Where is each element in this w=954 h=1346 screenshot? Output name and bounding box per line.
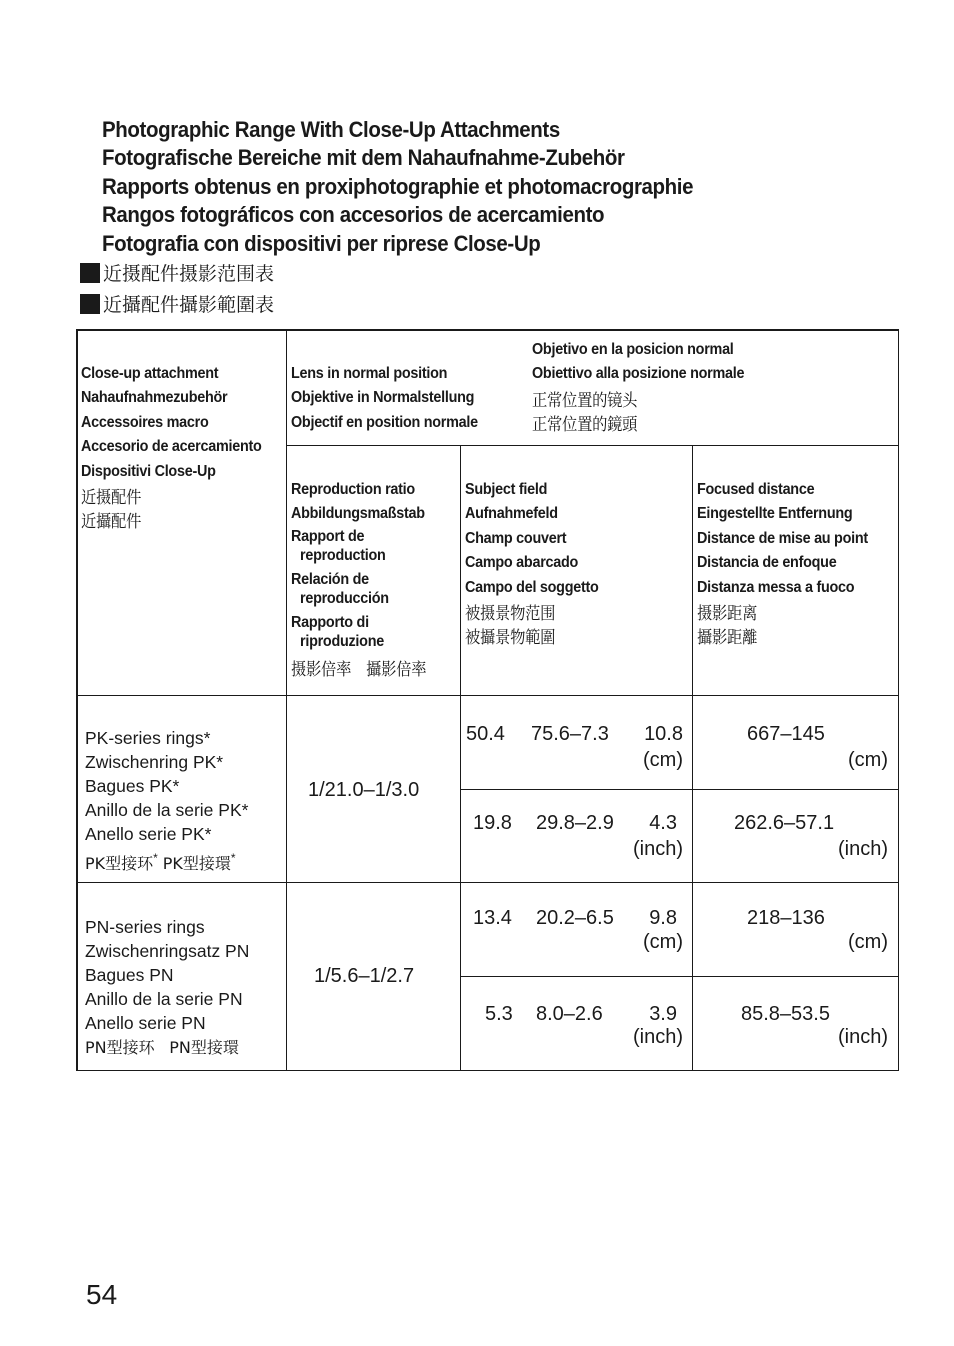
table-border-bottom (76, 1070, 899, 1072)
table-divider (76, 882, 899, 884)
row-pn-dist-inch: 85.8–53.5 (741, 1003, 830, 1025)
row-pk-dist-inch: 262.6–57.1 (734, 812, 835, 834)
row-pk-dist-inch-unit: (inch) (837, 838, 888, 860)
table-divider (460, 976, 899, 978)
row-pk-field-cm-2: 75.6–7.3 (531, 723, 609, 745)
table-border-left (76, 329, 78, 1071)
title-fr: Rapports obtenus en proxiphotographie et photomacrographie (102, 173, 694, 199)
row-pk-field-inch-3: 4.3 (649, 812, 677, 834)
title-es: Rangos fotográficos con accesorios de acercamiento (102, 202, 605, 228)
row-pn-field-cm-1: 13.4 (473, 907, 512, 929)
header-lens-left: Lens in normal position Objektive in Normalstellung Objectif en position normale (291, 365, 478, 431)
title-de: Fotografische Bereiche mit dem Nahaufnahme-Zubehör (102, 145, 625, 171)
row-pk-dist-cm: 667–145 (747, 723, 825, 745)
row-pn-field-cm-3: 9.8 (649, 907, 677, 929)
table-border-top (76, 329, 899, 331)
black-square-icon (80, 263, 100, 283)
header-distance: Focused distance Eingestellte Entfernung Distance de mise au point Distancia de enfoque Distanza messa a fuoco 摄影距离 攝影距離 (697, 481, 868, 649)
row-pn-field-cm-2: 20.2–6.5 (536, 907, 614, 929)
header-lens-right: Objetivo en la posicion normal Obiettivo alla posizione normale 正常位置的镜头 正常位置的鏡頭 (532, 341, 745, 436)
row-pn-field-cm-unit: (cm) (643, 931, 683, 953)
row-pk-field-inch-unit: (inch) (632, 838, 683, 860)
row-pn-dist-cm-unit: (cm) (848, 931, 888, 953)
row-pk-names: PK-series rings* Zwischenring PK* Bagues PK* Anillo de la serie PK* Anello serie PK* PK型接环* PK型接環* (85, 728, 249, 874)
row-pk-ratio: 1/21.0–1/3.0 (308, 779, 420, 801)
row-pk-field-cm-unit: (cm) (643, 749, 683, 771)
row-pk-field-inch-2: 29.8–2.9 (536, 812, 614, 834)
table-divider (692, 445, 694, 1071)
title-it: Fotografia con dispositivi per riprese Close-Up (102, 230, 541, 256)
row-pn-dist-inch-unit: (inch) (837, 1026, 888, 1048)
table-divider (286, 329, 288, 1071)
row-pk-dist-cm-unit: (cm) (848, 749, 888, 771)
row-pk-field-cm-1: 50.4 (466, 723, 505, 745)
row-pn-field-inch-3: 3.9 (649, 1003, 677, 1025)
title-en: Photographic Range With Close-Up Attachments (102, 117, 560, 142)
table-divider (286, 445, 899, 447)
row-pk-field-cm-3: 10.8 (644, 723, 683, 745)
title-block (102, 116, 738, 258)
row-pk-field-inch-1: 19.8 (473, 812, 512, 834)
row-pn-ratio: 1/5.6–1/2.7 (314, 965, 415, 987)
table-divider (460, 445, 462, 1071)
row-pn-field-inch-unit: (inch) (632, 1026, 683, 1048)
table-divider (460, 789, 899, 791)
row-pn-field-inch-1: 5.3 (485, 1003, 513, 1025)
row-pn-names: PN-series rings Zwischenringsatz PN Bagues PN Anillo de la serie PN Anello serie PN PN型接环 PN型接環 (85, 917, 250, 1058)
row-pn-dist-cm: 218–136 (747, 907, 825, 929)
header-attachment: Close-up attachment Nahaufnahmezubehör Accessoires macro Accesorio de acercamiento Dispositivi Close-Up 近摄配件 近攝配件 (81, 365, 262, 533)
table-border-right (898, 329, 900, 1071)
black-square-icon (80, 294, 100, 314)
table-divider (76, 695, 899, 697)
range-table (76, 329, 899, 1071)
page-number: 54 (86, 1279, 118, 1310)
title-zh-simplified: 近摄配件摄影范围表 (80, 262, 274, 286)
header-field: Subject field Aufnahmefeld Champ couvert Campo abarcado Campo del soggetto 被摄景物范围 被攝景物範圍 (465, 481, 599, 649)
header-ratio: Reproduction ratio Abbildungsmaßstab Rapport de reproduction Relación de reproducción Rapporto di riproduzione 摄影倍率 攝影倍率 (291, 481, 427, 680)
row-pn-field-inch-2: 8.0–2.6 (536, 1003, 603, 1025)
title-zh-traditional: 近攝配件攝影範圍表 (80, 293, 274, 317)
